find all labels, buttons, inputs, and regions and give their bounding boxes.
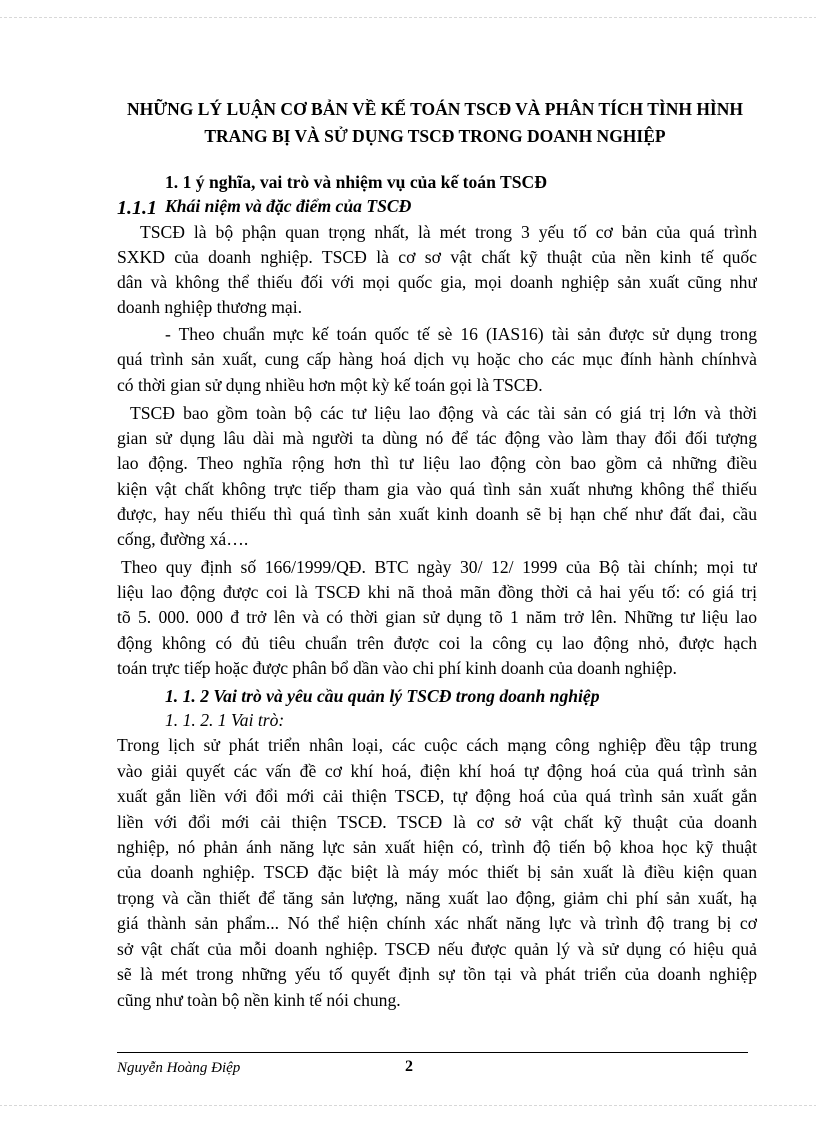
section-1-heading: 1. 1 ý nghĩa, vai trò và nhiệm vụ của kế toán TSCĐ <box>165 172 547 192</box>
paragraph-line: Trong lịch sử phát triển nhân loại, các cuộc cách mạng công nghiệp đều tập trung <box>117 735 757 755</box>
page-margin-guide-bottom <box>0 1105 816 1124</box>
paragraph-line: nghiệp, nó phản ánh năng lực sản xuất hiện có, trình độ tiến bộ khoa học kỹ thuật <box>117 837 757 857</box>
paragraph-line: liền với đổi mới cải thiện TSCĐ. TSCĐ là cơ sở vật chất kỹ thuật của doanh <box>117 812 757 832</box>
paragraph-line: liệu lao động được coi là TSCĐ khi nã thoả mãn đồng thời cả hai yếu tố: có giá trị <box>117 582 757 602</box>
paragraph-line: quá trình sản xuất, cung cấp hàng hoá dịch vụ hoặc cho các mục đính hành chínhvà <box>117 349 757 369</box>
paragraph-line: toán trực tiếp hoặc được phân bổ dần vào chi phí kinh doanh của doanh nghiệp. <box>117 658 677 678</box>
footer-author: Nguyễn Hoàng Điệp <box>117 1060 241 1076</box>
paragraph-line: xuất gắn liền với đổi mới cải thiện TSCĐ, tự động hoá của quá trình sản xuất gắn <box>117 786 757 806</box>
paragraph-line: doanh nghiệp thương mại. <box>117 297 302 317</box>
paragraph-line: SXKD của doanh nghiệp. TSCĐ là cơ sơ vật chất kỹ thuật của nền kinh tế quốc <box>117 247 757 267</box>
page-number: 2 <box>405 1058 413 1075</box>
paragraph-line: vào giải quyết các vấn đề cơ khí hoá, điện khí hoá tự động hoá của quá trình sản <box>117 761 757 781</box>
paragraph-line: sở vật chất của mỗi doanh nghiệp. TSCĐ nếu được quản lý và sử dụng có hiệu quả <box>117 939 757 959</box>
paragraph-line: tõ 5. 000. 000 đ trở lên và có thời gian sử dụng tõ 1 năm trở lên. Những tư liệu lao <box>117 607 757 627</box>
paragraph-line: dân và không thể thiếu đối với mọi quốc gia, mọi doanh nghiệp sản xuất cũng như <box>117 272 757 292</box>
document-title: NHỮNG LÝ LUẬN CƠ BẢN VỀ KẾ TOÁN TSCĐ VÀ PHÂN TÍCH TÌNH HÌNH TRANG BỊ VÀ SỬ DỤNG TSCĐ TRONG DOANH NGHIỆP <box>126 99 743 146</box>
page-margin-guide-top <box>0 0 816 18</box>
paragraph-line: của doanh nghiệp. TSCĐ đặc biệt là máy móc thiết bị sản xuất là điều kiện quan <box>117 862 757 882</box>
paragraph-line: trọng và cần thiết để tăng sản lượng, năng xuất lao động, giảm chi phí sản xuất, hạ <box>117 888 757 908</box>
section-1-1-1-number: 1.1.1 <box>117 197 157 219</box>
paragraph-line: động không có đủ tiêu chuẩn trên được coi la công cụ lao động nhỏ, được hạch <box>117 633 757 653</box>
section-1-1-1-title: Khái niệm và đặc điểm của TSCĐ <box>165 196 412 216</box>
paragraph-line: kiện vật chất không trực tiếp tham gia vào quá tình sản xuất nhưng không thể thiếu <box>117 479 757 499</box>
paragraph-line: gian sử dụng lâu dài mà người ta dùng nó để tác động vào làm thay đổi đối tượng <box>117 428 757 448</box>
paragraph-line: được, hay nếu thiếu thì quá tình sản xuất kinh doanh sẽ bị hạn chế như đất đai, cầu <box>117 504 757 524</box>
paragraph-line: có thời gian sử dụng nhiều hơn một kỳ kế toán gọi là TSCĐ. <box>117 375 543 395</box>
paragraph-line: sẽ là mét trong những yếu tố quyết định sự tồn tại và phát triển của doanh nghiệp <box>117 964 757 984</box>
paragraph-line: lao động. Theo nghĩa rộng hơn thì tư liệu lao động còn bao gồm cả những điều <box>117 453 757 473</box>
section-1-1-2-1-heading: 1. 1. 2. 1 Vai trò: <box>165 710 285 730</box>
paragraph-line: Theo quy định số 166/1999/QĐ. BTC ngày 30/ 12/ 1999 của Bộ tài chính; mọi tư <box>121 557 757 577</box>
paragraph-line: cống, đường xá…. <box>117 529 249 549</box>
footer-rule <box>117 1052 748 1053</box>
paragraph-line: TSCĐ bao gồm toàn bộ các tư liệu lao động và các tài sản có giá trị lớn và thời <box>130 403 757 423</box>
paragraph-line: TSCĐ là bộ phận quan trọng nhất, là mét trong 3 yếu tố cơ bản của quá trình <box>140 222 757 242</box>
paragraph-line: - Theo chuẩn mực kế toán quốc tế sè 16 (IAS16) tài sản được sử dụng trong <box>165 324 757 344</box>
paragraph-line: giá thành sản phẩm... Nó thể hiện chính xác nhất năng lực và trình độ trang bị cơ <box>117 913 757 933</box>
paragraph-line: cũng như toàn bộ nền kinh tế nói chung. <box>117 990 401 1010</box>
section-1-1-2-heading: 1. 1. 2 Vai trò và yêu cầu quản lý TSCĐ trong doanh nghiệp <box>165 686 600 706</box>
